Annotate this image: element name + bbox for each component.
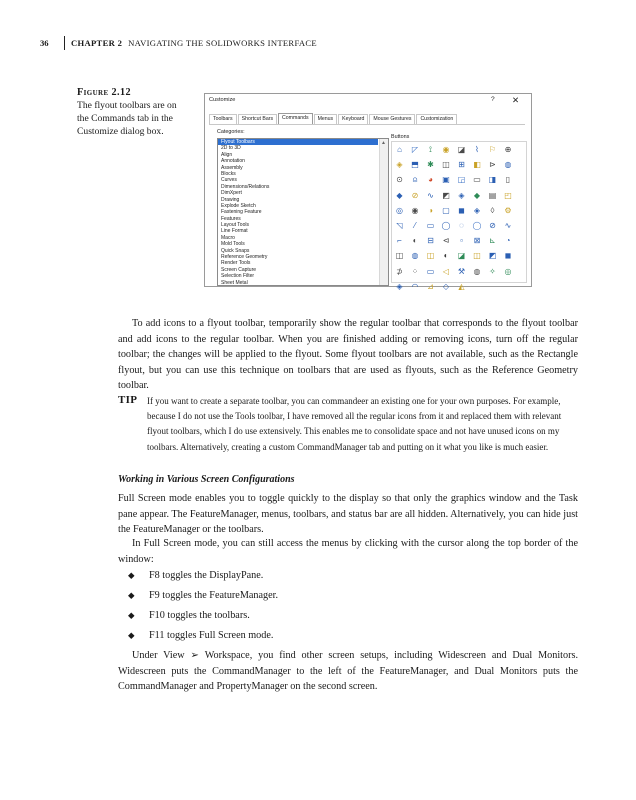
tab-customization[interactable]: Customization: [416, 114, 457, 124]
figure-caption: [77, 86, 187, 138]
toolbar-button-icon[interactable]: ◎: [396, 205, 403, 215]
toolbar-button-icon[interactable]: ⊘: [411, 190, 419, 200]
toolbar-button-icon[interactable]: ◠: [411, 281, 419, 291]
category-item[interactable]: Screen Capture: [221, 266, 257, 273]
toolbar-button-icon[interactable]: ▤: [488, 190, 497, 200]
bullet-item: [128, 589, 278, 602]
toolbar-button-icon[interactable]: ◼: [504, 251, 512, 261]
paragraph-workspace: Under View ➢ Workspace, you find other screen setups, including Widescreen and Dual Monitors. Widescreen puts the CommandManager to the left of the FeatureManager, and Dual Monitors puts the CommandManager and PropertyManager on the second screen.: [118, 650, 578, 692]
toolbar-button-icon[interactable]: ◐: [412, 236, 418, 246]
tab-commands[interactable]: Commands: [278, 113, 313, 124]
toolbar-button-icon[interactable]: ◸: [411, 145, 419, 154]
customize-dialog: [204, 93, 532, 291]
category-item[interactable]: Reference Geometry: [221, 254, 268, 261]
category-item[interactable]: Fastening Feature: [221, 209, 262, 216]
paragraph-menus-access: In Full Screen mode, you can still access the menus by clicking with the cursor along the top border of the window:: [118, 538, 578, 565]
toolbar-button-icon[interactable]: ⊙: [396, 175, 403, 185]
toolbar-button-icon[interactable]: ◧: [473, 160, 481, 170]
categories-scrollbar[interactable]: [379, 139, 388, 285]
bullet-item: [128, 629, 273, 642]
toolbar-button-icon[interactable]: ◎: [504, 266, 512, 276]
toolbar-button-icon[interactable]: ▫: [460, 236, 463, 246]
category-item[interactable]: 2D to 3D: [221, 145, 241, 152]
toolbar-button-icon[interactable]: ◈: [396, 160, 403, 170]
toolbar-button-icon[interactable]: ◨: [488, 175, 497, 185]
toolbar-button-icon[interactable]: ⊳: [489, 160, 496, 170]
toolbar-button-icon[interactable]: ◔: [505, 236, 511, 246]
toolbar-button-icon[interactable]: ⁘: [411, 266, 419, 276]
toolbar-button-icon[interactable]: ◍: [473, 266, 481, 276]
category-item[interactable]: Align: [221, 151, 233, 158]
toolbar-button-icon[interactable]: ◁: [442, 266, 450, 276]
categories-list[interactable]: [217, 138, 389, 286]
toolbar-button-icon[interactable]: ◼: [458, 205, 465, 215]
toolbar-button-icon[interactable]: ⚙: [504, 205, 512, 215]
toolbar-button-icon[interactable]: ◊: [490, 205, 495, 215]
toolbar-button-icon[interactable]: ◍: [504, 160, 512, 170]
toolbar-button-icon[interactable]: ◉: [442, 145, 450, 154]
toolbar-button-icon[interactable]: ⊘: [489, 221, 496, 230]
bullet-diamond-icon: ◆: [128, 630, 135, 640]
running-header: [40, 36, 317, 50]
toolbar-button-icon[interactable]: ◯: [472, 221, 482, 230]
category-item[interactable]: Blocks: [221, 170, 236, 177]
toolbar-button-icon[interactable]: ⚒: [457, 266, 466, 276]
toolbar-button-icon[interactable]: ⊞: [458, 160, 465, 170]
tab-keyboard[interactable]: Keyboard: [338, 114, 368, 124]
toolbar-button-icon[interactable]: ⊿: [427, 281, 434, 291]
toolbar-button-icon[interactable]: ◫: [426, 251, 435, 261]
toolbar-button-icon[interactable]: ✧: [489, 266, 496, 276]
toolbar-button-icon[interactable]: ⚐: [488, 145, 497, 154]
toolbar-button-icon[interactable]: ⊅: [396, 266, 403, 276]
toolbar-button-icon[interactable]: ◕: [428, 175, 433, 185]
category-item[interactable]: Quick Snaps: [221, 247, 250, 254]
help-icon[interactable]: ?: [491, 96, 495, 103]
toolbar-button-icon[interactable]: ▭: [426, 221, 435, 230]
figure-caption-text: The flyout toolbars are on the Commands tab in the Customize dialog box.: [77, 100, 177, 137]
toolbar-button-icon[interactable]: ◪: [457, 251, 466, 261]
toolbar-button-icon[interactable]: ⟟: [429, 145, 432, 154]
bullet-diamond-icon: ◆: [128, 570, 135, 580]
toolbar-button-icon[interactable]: ⍝: [412, 175, 418, 185]
toolbar-button-icon[interactable]: ⌐: [397, 236, 402, 246]
toolbar-button-icon[interactable]: ⬒: [411, 160, 419, 170]
toolbar-button-icon[interactable]: ◆: [473, 190, 481, 200]
page-number: 36: [40, 38, 49, 48]
category-item[interactable]: Curves: [221, 177, 237, 184]
buttons-label: Buttons: [391, 134, 410, 140]
category-item[interactable]: Dimensions/Relations: [221, 183, 270, 190]
chapter-title: NAVIGATING THE SOLIDWORKS INTERFACE: [128, 38, 317, 48]
figure-label: Figure 2.12: [77, 87, 131, 98]
category-item[interactable]: Flyout Toolbars: [218, 139, 378, 145]
tab-toolbars[interactable]: Toolbars: [209, 114, 237, 124]
toolbar-button-icon[interactable]: ◫: [473, 251, 481, 261]
toolbar-button-icon[interactable]: ◉: [411, 205, 419, 215]
toolbar-button-icon[interactable]: ◍: [411, 251, 419, 261]
category-item[interactable]: Layout Tools: [221, 222, 249, 229]
toolbar-button-icon[interactable]: ∿: [504, 221, 512, 230]
categories-items: [218, 139, 378, 286]
toolbar-button-icon[interactable]: ▭: [473, 175, 481, 185]
toolbar-button-icon[interactable]: ⊾: [489, 236, 496, 246]
header-divider: [64, 36, 65, 50]
bullet-diamond-icon: ◆: [128, 610, 135, 620]
tip-label: TIP: [118, 394, 138, 406]
toolbar-button-icon[interactable]: ▢: [442, 205, 450, 215]
toolbar-button-icon[interactable]: ◩: [442, 190, 450, 200]
category-item[interactable]: Mold Tools: [221, 241, 245, 248]
toolbar-button-icon[interactable]: ▭: [426, 266, 435, 276]
bullet-text: F11 toggles Full Screen mode.: [149, 630, 274, 641]
bullet-text: F9 toggles the FeatureManager.: [149, 590, 279, 601]
toolbar-button-icon[interactable]: ▯: [505, 175, 511, 185]
toolbar-button-icon[interactable]: ◌: [459, 221, 464, 230]
toolbar-button-icon[interactable]: ◐: [443, 251, 449, 261]
dialog-tabs: [209, 114, 458, 124]
tip-text: If you want to create a separate toolbar, you can commandeer an existing one for your own purposes. For example, because I do not use the Tools toolbar, I have removed all the regular icons from it and replaced them with relevant flyout toolbars, which I do use extensively. This enables me to consolidate space and not have unused icons on my toolbars. Alternatively, creating a custom CommandManager tab and putting on it what you like is much easier.: [147, 396, 562, 452]
toolbar-button-icon[interactable]: ◈: [396, 281, 403, 291]
category-item[interactable]: Macro: [221, 234, 235, 241]
toolbar-button-icon[interactable]: ◩: [488, 251, 497, 261]
category-item[interactable]: Drawing: [221, 196, 240, 203]
category-item[interactable]: Selection Filter: [221, 273, 255, 280]
tab-mouse-gestures[interactable]: Mouse Gestures: [369, 114, 415, 124]
toolbar-button-icon[interactable]: ⁄: [414, 221, 416, 230]
toolbar-button-icon[interactable]: ◰: [504, 190, 512, 200]
toolbar-button-icon[interactable]: ⊟: [427, 236, 434, 246]
category-item[interactable]: Annotation: [221, 158, 245, 165]
toolbar-button-icon[interactable]: ◈: [473, 205, 481, 215]
tab-shortcut-bars[interactable]: Shortcut Bars: [238, 114, 277, 124]
category-item[interactable]: Features: [221, 215, 241, 222]
bullet-item: [128, 609, 250, 622]
toolbar-button-icon[interactable]: ◹: [396, 221, 403, 230]
toolbar-button-icon[interactable]: ◫: [395, 251, 404, 261]
toolbar-button-icon[interactable]: ⌇: [475, 145, 479, 154]
toolbar-button-icon[interactable]: ◆: [396, 190, 403, 200]
scroll-up-icon[interactable]: ▲: [381, 140, 386, 146]
category-item[interactable]: Sheet Metal: [221, 279, 248, 286]
tab-menus[interactable]: Menus: [314, 114, 338, 124]
toolbar-button-icon[interactable]: ▣: [442, 175, 450, 185]
toolbar-button-icon[interactable]: ◭: [458, 281, 465, 291]
category-item[interactable]: Render Tools: [221, 260, 251, 267]
paragraph-full-screen: Full Screen mode enables you to toggle quickly to the display so that only the graphics window and the Task pane appear. The FeatureManager, menus, toolbars, and status bar are all hidden. Alternatively, you can hide just the FeatureManager or the toolbars.: [118, 493, 578, 535]
toolbar-button-icon[interactable]: ◇: [442, 281, 450, 291]
bullet-item: [128, 569, 263, 582]
toolbar-button-icon[interactable]: ⌂: [397, 145, 402, 154]
category-item[interactable]: Explode Sketch: [221, 202, 256, 209]
category-item[interactable]: Line Format: [221, 228, 248, 235]
category-item[interactable]: DimXpert: [221, 190, 242, 197]
bullet-text: F8 toggles the DisplayPane.: [149, 570, 264, 581]
toolbar-button-icon[interactable]: ◑: [428, 205, 433, 215]
category-item[interactable]: Assembly: [221, 164, 243, 171]
toolbar-button-icon[interactable]: ⊕: [504, 145, 512, 154]
toolbar-button-icon[interactable]: ◲: [457, 175, 466, 185]
toolbar-button-icon[interactable]: ◈: [458, 190, 465, 200]
toolbar-button-icon[interactable]: ✱: [427, 160, 434, 170]
bullet-text: F10 toggles the toolbars.: [149, 610, 250, 621]
paragraph-flyout-icons: To add icons to a flyout toolbar, temporarily show the regular toolbar that corresponds to the flyout toolbar and add icons to the regular toolbar. When you are finished adding or removing icons, turn off the regular toolbar; the changes will be applied to the flyout. Some flyout toolbars are not available, such as the Rectangle flyout, but you can use this technique on toolbars that are used as flyouts, such as the Reference Geometry toolbar.: [118, 318, 578, 391]
toolbar-button-icon[interactable]: ⊲: [442, 236, 450, 246]
section-heading: Working in Various Screen Configurations: [118, 474, 295, 485]
toolbar-button-icon[interactable]: ⊠: [473, 236, 481, 246]
toolbar-button-icon[interactable]: ∿: [427, 190, 434, 200]
dialog-title: Customize: [209, 97, 236, 103]
toolbar-button-icon[interactable]: ◯: [441, 221, 451, 230]
chapter-label: CHAPTER 2: [71, 38, 123, 48]
toolbar-button-icon[interactable]: ◪: [457, 145, 466, 154]
tab-divider: [209, 124, 525, 125]
close-icon[interactable]: ✕: [512, 95, 520, 105]
bullet-diamond-icon: ◆: [128, 590, 135, 600]
categories-label: Categories:: [217, 129, 245, 135]
toolbar-button-icon[interactable]: ◫: [442, 160, 450, 170]
